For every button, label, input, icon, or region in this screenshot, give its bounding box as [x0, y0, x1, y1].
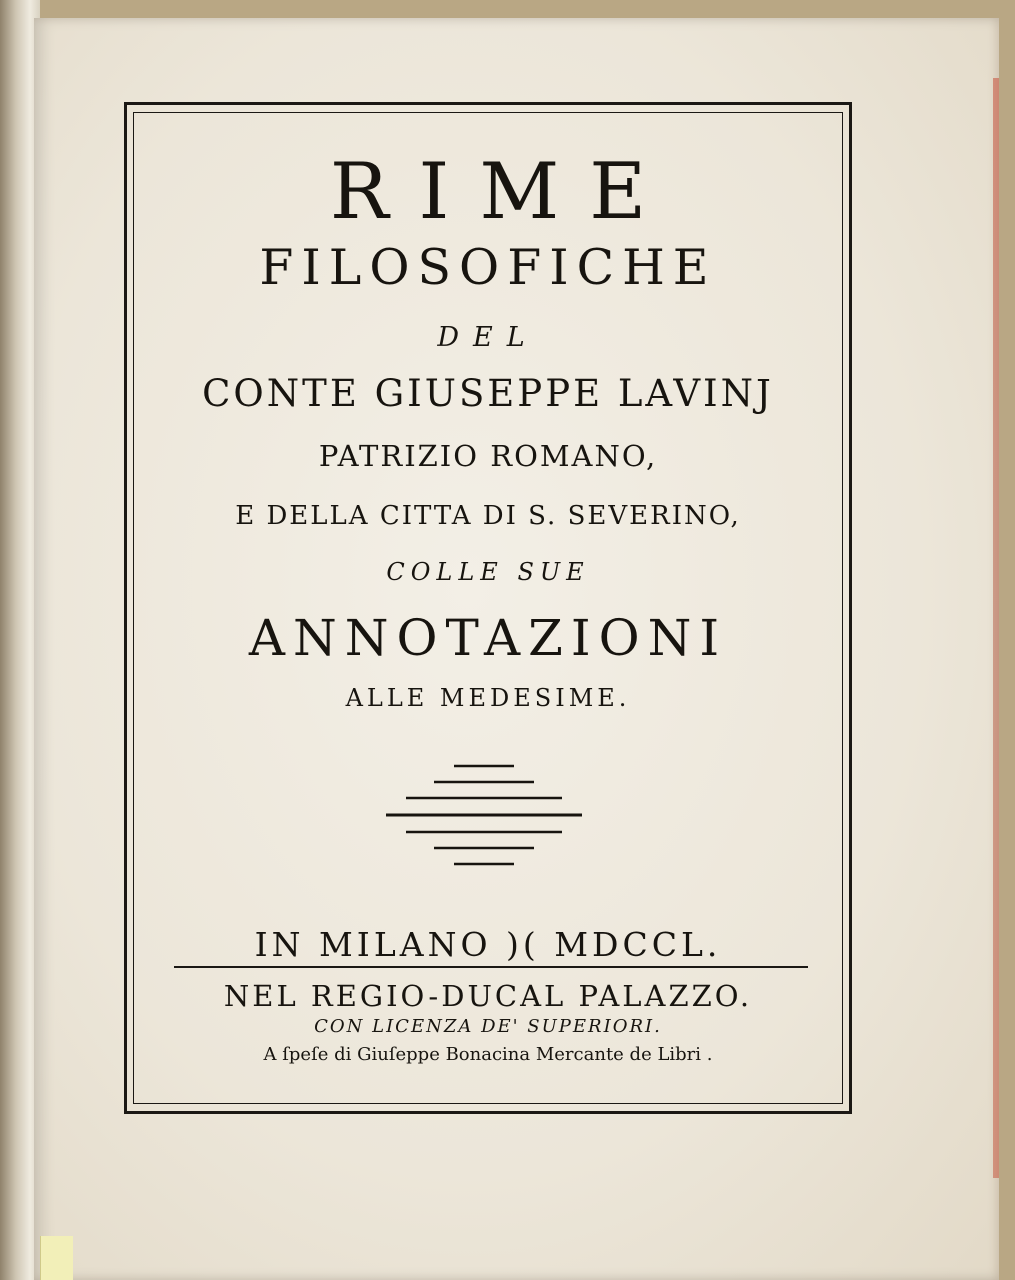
del-line: DEL [437, 322, 539, 353]
bookmark-tab [40, 1236, 73, 1280]
licence-line: CON LICENZA DE' SUPERIORI. [314, 1016, 662, 1037]
colle-line: COLLE SUE [386, 558, 590, 586]
publisher-line: A ſpeſe di Giuſeppe Bonacina Mercante de Libri . [263, 1044, 713, 1065]
author: CONTE GIUSEPPE LAVINJ [202, 372, 774, 415]
annotazioni-heading: ANNOTAZIONI [248, 609, 728, 667]
page-edge [993, 78, 999, 1178]
imprint-line: IN MILANO )( MDCCL. [254, 925, 722, 964]
author-title: PATRIZIO ROMANO, [318, 439, 658, 473]
imprint-rule [174, 966, 808, 968]
medesime-line: ALLE MEDESIME. [345, 684, 631, 712]
subtitle: FILOSOFICHE [259, 239, 717, 296]
title: RIME [329, 147, 677, 237]
tapered-rules-ornament-icon [384, 760, 584, 870]
author-city: E DELLA CITTA DI S. SEVERINO, [235, 501, 741, 531]
printer-line: NEL REGIO-DUCAL PALAZZO. [223, 979, 753, 1013]
